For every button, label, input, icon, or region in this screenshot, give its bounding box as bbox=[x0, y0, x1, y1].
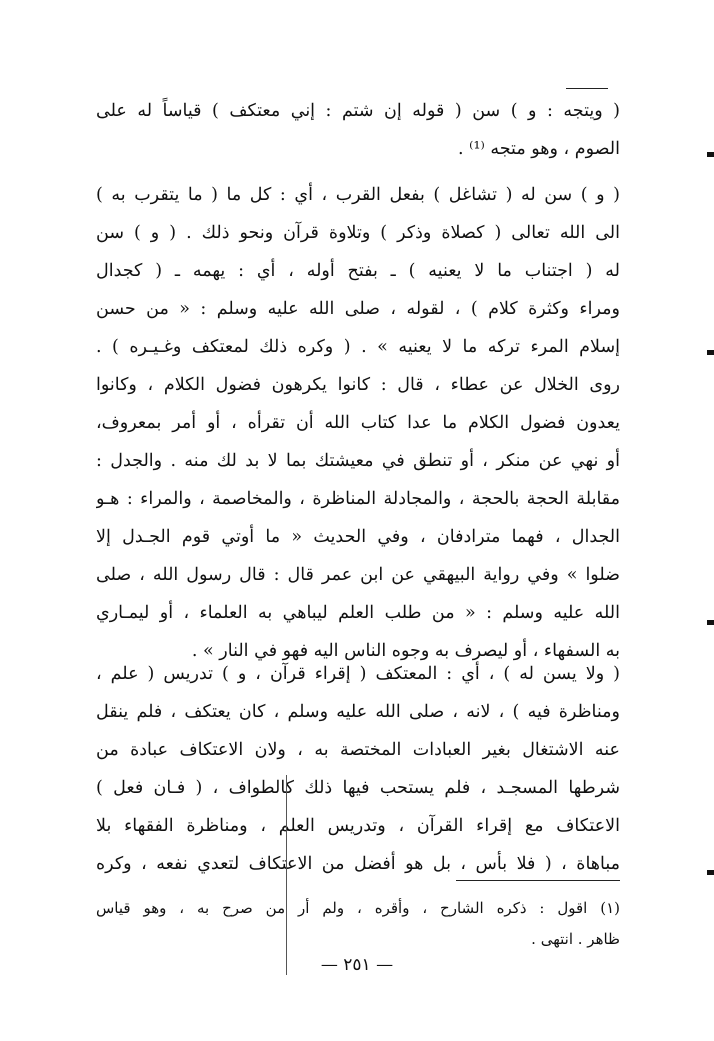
text-line: الى الله تعالى ( كصلاة وذكر ) وتلاوة قرآن ونحو ذلك . ( و ) سن bbox=[96, 223, 620, 243]
margin-mark bbox=[707, 620, 714, 625]
text-line: ومراء وكثرة كلام ) ، لقوله ، صلى الله عليه وسلم : « من حسن bbox=[96, 299, 620, 319]
text-line: به السفهاء ، أو ليصرف به وجوه الناس اليه فهو في النار » . bbox=[191, 641, 620, 661]
text-line: يعدون فضول الكلام ما عدا كتاب الله أن تقرأه ، أو أمر بمعروف، bbox=[96, 413, 620, 433]
margin-mark bbox=[707, 870, 714, 875]
text-line: الاعتكاف مع إقراء القرآن ، وتدريس العلم ، ومناظرة الفقهاء بلا bbox=[96, 816, 620, 836]
text-line: مباهاة ، ( فلا بأس ، بل هو أفضل من الاعتكاف لتعدي نفعه ، وكره bbox=[96, 854, 620, 874]
text-line: الله عليه وسلم : « من طلب العلم ليباهي به العلماء ، أو ليمـاري bbox=[96, 603, 620, 623]
text-line: عنه الاشتغال بغير العبادات المختصة به ، ولان الاعتكاف عبادة من bbox=[96, 740, 620, 760]
text-line: روى الخلال عن عطاء ، قال : كانوا يكرهون فضول الكلام ، وكانوا bbox=[96, 375, 620, 395]
text-line: الجدال ، فهما مترادفان ، وفي الحديث « ما أوتي قوم الجـدل إلا bbox=[96, 527, 620, 547]
header-rule bbox=[566, 88, 608, 89]
text-line: شرطها المسجـد ، فلم يستحب فيها ذلك كالطواف ، ( فـان فعل ) bbox=[96, 778, 620, 798]
text-line: له ( اجتناب ما لا يعنيه ) ـ بفتح أوله ، أي : يهمه ـ ( كجدال bbox=[96, 261, 620, 281]
footnote-line: (١) اقول : ذكره الشارح ، وأقره ، ولم أر من صرح به ، وهو قياس bbox=[96, 899, 620, 917]
text-line: أو نهي عن منكر ، أو تنطق في معيشتك بما لا بد لك منه . والجدل : bbox=[96, 451, 620, 471]
paragraph-2 bbox=[96, 176, 620, 670]
margin-mark bbox=[707, 152, 714, 157]
footnote-line: ظاهر . انتهى . bbox=[531, 930, 620, 948]
text-line: ( ولا يسن له ) ، أي : المعتكف ( إقراء قرآن ، و ) تدريس ( علم ، bbox=[96, 664, 620, 684]
text-line: الصوم ، وهو متجه ⁽¹⁾ . bbox=[458, 139, 620, 159]
text-line: مقابلة الحجة بالحجة ، والمجادلة المناظرة ، والمخاصمة ، والمراء : هـو bbox=[96, 489, 620, 509]
paragraph-3 bbox=[96, 655, 620, 883]
page-number: — ٢٥١ — bbox=[320, 955, 394, 975]
text-line: ضلوا » وفي رواية البيهقي عن ابن عمر قال : قال رسول الله ، صلى bbox=[96, 565, 620, 585]
text-line: ومناظرة فيه ) ، لانه ، صلى الله عليه وسلم ، كان يعتكف ، فلم ينقل bbox=[96, 702, 620, 722]
text-line: ( ويتجه : و ) سن ( قوله إن شتم : إني معتكف ) قياساً له على bbox=[96, 101, 620, 121]
text-line: إسلام المرء تركه ما لا يعنيه » . ( وكره ذلك لمعتكف وغـيـره ) . bbox=[96, 337, 620, 357]
margin-mark bbox=[707, 350, 714, 355]
footnote-rule bbox=[456, 880, 620, 881]
text-line: ( و ) سن له ( تشاغل ) بفعل القرب ، أي : كل ما ( ما يتقرب به ) bbox=[96, 185, 620, 205]
footnote bbox=[96, 893, 620, 955]
paragraph-1 bbox=[96, 92, 620, 168]
